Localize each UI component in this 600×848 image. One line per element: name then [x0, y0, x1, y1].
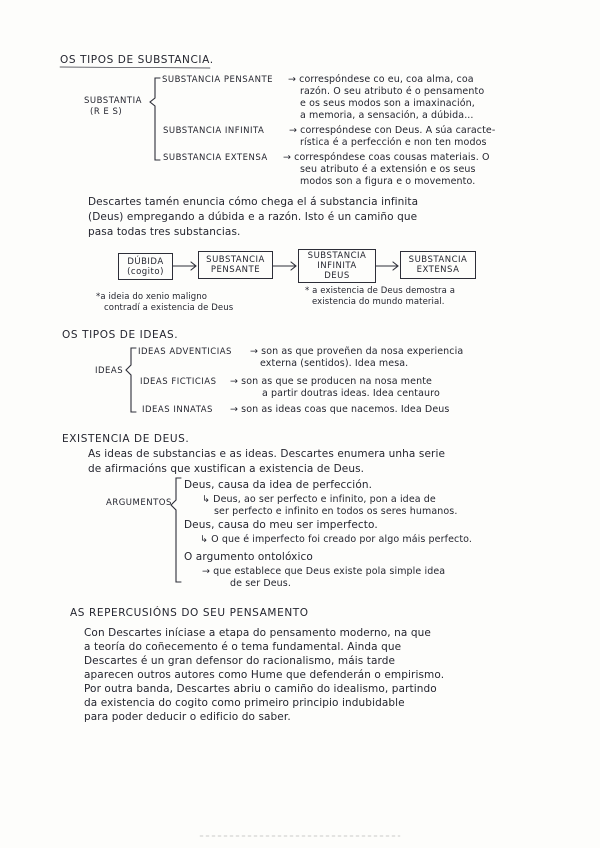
paragraph-line: pasa todas tres substancias.: [88, 226, 241, 238]
idea-adventicia-line: externa (sentidos). Idea mesa.: [260, 358, 409, 369]
ideas-root-label: IDEAS: [95, 366, 124, 376]
substancia-extensa-line: seu atributo é a extensión e os seus: [300, 164, 476, 175]
substancia-extensa-line: modos son a figura e o movemento.: [300, 176, 476, 187]
section-title-repercusions: AS REPERCUSIÓNS DO SEU PENSAMENTO: [70, 607, 309, 619]
flow-box-infinita: SUBSTANCIA INFINITA DEUS: [298, 249, 376, 283]
flow-box-extensa: SUBSTANCIA EXTENSA: [400, 251, 476, 279]
idea-adventicia-label: IDEAS ADVENTICIAS: [138, 347, 232, 357]
substancia-infinita-label: SUBSTANCIA INFINITA: [163, 126, 265, 136]
idea-adventicia-line: → son as que proveñen da nosa experiencia: [250, 346, 464, 357]
argument-head: Deus, causa do meu ser imperfecto.: [184, 519, 378, 531]
substancia-pensante-label: SUBSTANCIA PENSANTE: [162, 75, 274, 85]
repercusions-line: Con Descartes iníciase a etapa do pensamento moderno, na que: [84, 627, 431, 639]
argument-line: ser perfecto e infinito en todos os seres humanos.: [214, 506, 458, 517]
deus-paragraph-line: As ideas de substancias e as ideas. Descartes enumera unha serie: [88, 448, 446, 460]
idea-innata-label: IDEAS INNATAS: [142, 405, 213, 415]
repercusions-line: a teoría do coñecemento é o tema fundamental. Ainda que: [84, 641, 402, 653]
repercusions-line: para poder deducir o edificio do saber.: [84, 711, 291, 723]
argument-line: ↳ Deus, ao ser perfecto e infinito, pon a idea de: [202, 494, 436, 505]
substancia-infinita-line: → correspóndese con Deus. A súa caracte-: [289, 125, 496, 136]
argument-head: Deus, causa da idea de perfección.: [184, 479, 373, 491]
flow-box-pensante: SUBSTANCIA PENSANTE: [198, 251, 273, 279]
repercusions-line: da existencia do cogito como primeiro principio indubidable: [84, 697, 405, 709]
argumentos-root-label: ARGUMENTOS: [106, 498, 172, 508]
flow-note-right: existencia do mundo material.: [312, 297, 445, 307]
idea-innata-line: → son as ideas coas que nacemos. Idea Deus: [230, 404, 450, 415]
idea-ficticia-line: → son as que se producen na nosa mente: [230, 376, 432, 387]
repercusions-line: aparecen outros autores como Hume que defenderán o empirismo.: [84, 669, 445, 681]
paragraph-line: (Deus) empregando a dúbida e a razón. Isto é un camiño que: [88, 211, 418, 223]
section-title-substancia: OS TIPOS DE SUBSTANCIA.: [60, 54, 214, 66]
substantia-root-sub: (R E S): [90, 107, 123, 117]
repercusions-line: Descartes é un gran defensor do racionalismo, máis tarde: [84, 655, 396, 667]
argument-head: O argumento ontolóxico: [184, 551, 313, 563]
section-title-ideas: OS TIPOS DE IDEAS.: [62, 329, 179, 341]
flow-note-left: contradí a existencia de Deus: [104, 303, 234, 313]
substancia-extensa-label: SUBSTANCIA EXTENSA: [163, 153, 268, 163]
argument-line: ↳ O que é imperfecto foi creado por algo máis perfecto.: [200, 534, 473, 545]
substancia-pensante-line: a memoria, a sensación, a dúbida...: [300, 110, 474, 121]
repercusions-line: Por outra banda, Descartes abriu o camiño do idealismo, partindo: [84, 683, 437, 695]
substantia-root-label: SUBSTANTIA: [84, 96, 142, 106]
argument-line: → que establece que Deus existe pola simple idea: [202, 566, 446, 577]
substancia-extensa-line: → correspóndese coas cousas materiais. O: [283, 152, 490, 163]
substancia-pensante-line: razón. O seu atributo é o pensamento: [300, 86, 485, 97]
deus-paragraph-line: de afirmacións que xustifican a existencia de Deus.: [88, 463, 365, 475]
flow-box-dubida: DÚBIDA (cogito): [118, 253, 173, 280]
substancia-infinita-line: rística é a perfección e non ten modos: [300, 137, 487, 148]
paragraph-line: Descartes tamén enuncia cómo chega el á substancia infinita: [88, 196, 419, 208]
argument-line: de ser Deus.: [230, 578, 291, 589]
idea-ficticia-label: IDEAS FICTICIAS: [140, 377, 217, 387]
substancia-pensante-line: e os seus modos son a imaxinación,: [300, 98, 475, 109]
substancia-pensante-line: → correspóndese co eu, coa alma, coa: [288, 74, 474, 85]
flow-note-right: * a existencia de Deus demostra a: [305, 286, 456, 296]
idea-ficticia-line: a partir doutras ideas. Idea centauro: [262, 388, 440, 399]
flow-note-left: *a ideia do xenio maligno: [96, 292, 208, 302]
section-title-deus: EXISTENCIA DE DEUS.: [62, 433, 190, 445]
